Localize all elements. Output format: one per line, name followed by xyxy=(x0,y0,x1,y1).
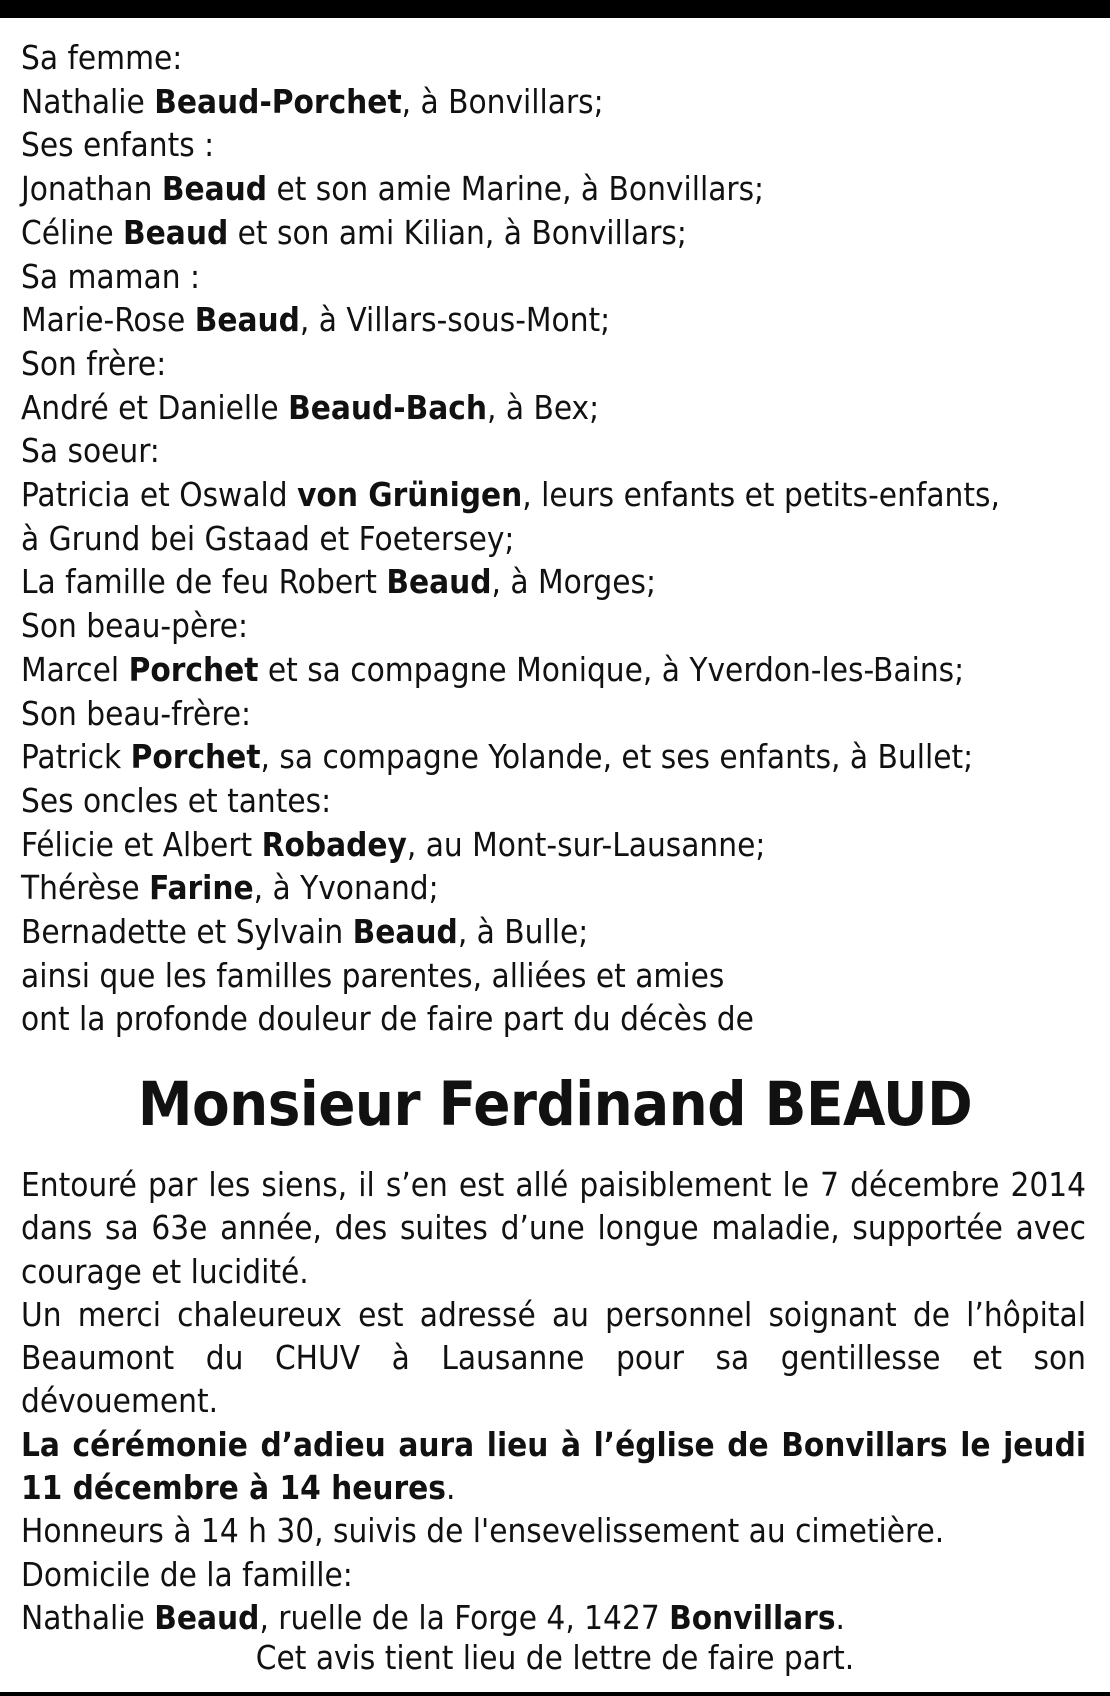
family-text: , sa compagne Yolande, et ses enfants, à Bullet; xyxy=(260,737,974,777)
notice-paragraph xyxy=(21,1293,1086,1423)
family-text: Ses oncles et tantes: xyxy=(21,780,332,820)
family-text: Nathalie xyxy=(21,81,155,121)
family-text: et son amie Marine, à Bonvillars; xyxy=(267,169,765,209)
notice-body xyxy=(21,1163,1086,1639)
family-text: , à Yvonand; xyxy=(253,868,439,908)
family-surname: Robadey xyxy=(261,824,407,864)
family-text: Patricia et Oswald xyxy=(21,475,298,515)
deceased-name-heading: Monsieur Ferdinand BEAUD xyxy=(137,1069,973,1140)
family-text: Bernadette et Sylvain xyxy=(21,912,353,952)
family-surname: Beaud xyxy=(161,169,268,209)
family-line xyxy=(21,910,1089,954)
family-line xyxy=(21,560,1089,604)
family-surname: Porchet xyxy=(128,649,259,689)
family-text: La famille de feu Robert xyxy=(21,562,387,602)
family-text: à Grund bei Gstaad et Foetersey; xyxy=(21,518,515,558)
family-text: Marcel xyxy=(21,649,129,689)
paragraph-text: Un merci chaleureux est adressé au personnel soignant de l’hôpital Beaumont du CHUV à Lausanne pour sa gentillesse et son dévouement. xyxy=(21,1294,1086,1421)
family-surname: Beaud xyxy=(386,562,492,602)
family-line xyxy=(21,342,1089,386)
paragraph-text: Entouré par les siens, il s’en est allé paisiblement le 7 décembre 2014 dans sa 63e année, des suites d’une longue maladie, supportée avec courage et lucidité. xyxy=(21,1165,1086,1291)
family-line xyxy=(21,692,1089,736)
paragraph-text: . xyxy=(445,1468,456,1508)
paragraph-text: Nathalie xyxy=(21,1597,155,1637)
family-text: Ses enfants : xyxy=(21,125,215,165)
family-text: Félicie et Albert xyxy=(21,824,262,864)
family-surname: Beaud xyxy=(352,912,458,952)
family-line xyxy=(21,123,1089,167)
family-text: , à Bulle; xyxy=(457,912,589,952)
family-text: et sa compagne Monique, à Yverdon-les-Bains; xyxy=(258,649,965,689)
top-border-rule xyxy=(0,0,1110,18)
family-line xyxy=(21,429,1089,473)
family-line xyxy=(21,255,1089,299)
family-text: Son beau-père: xyxy=(21,606,248,646)
paragraph-text: Domicile de la famille: xyxy=(21,1554,353,1594)
notice-paragraph xyxy=(21,1163,1086,1293)
notice-paragraph xyxy=(21,1423,1086,1510)
family-text: Patrick xyxy=(21,737,131,777)
notice-paragraph xyxy=(21,1596,1086,1639)
family-text: et son ami Kilian, à Bonvillars; xyxy=(228,212,687,252)
family-line xyxy=(21,386,1089,430)
family-surname: Beaud xyxy=(123,212,229,252)
emphasis-text: La cérémonie d’adieu aura lieu à l’église de Bonvillars le jeudi 11 décembre à 14 heures xyxy=(21,1424,1086,1508)
family-line xyxy=(21,604,1089,648)
family-surname: Farine xyxy=(149,868,254,908)
notice-paragraph xyxy=(21,1553,1086,1596)
emphasis-text: Bonvillars xyxy=(669,1597,836,1637)
family-line xyxy=(21,735,1089,779)
family-line xyxy=(21,779,1089,823)
paragraph-text: Honneurs à 14 h 30, suivis de l'ensevelissement au cimetière. xyxy=(21,1511,945,1551)
paragraph-text: , ruelle de la Forge 4, 1427 xyxy=(259,1597,670,1637)
family-surname: von Grünigen xyxy=(297,475,523,515)
family-text: Sa maman : xyxy=(21,256,200,296)
family-surname: Porchet xyxy=(130,737,261,777)
family-text: Sa soeur: xyxy=(21,431,160,471)
family-text: Son beau-frère: xyxy=(21,693,252,733)
family-text: , leurs enfants et petits-enfants, xyxy=(522,475,1000,515)
emphasis-text: Beaud xyxy=(154,1597,260,1637)
family-text: Céline xyxy=(21,212,124,252)
family-text: Jonathan xyxy=(21,169,162,209)
family-line xyxy=(21,80,1089,124)
family-line xyxy=(21,648,1089,692)
family-surname: Beaud xyxy=(194,300,300,340)
family-line xyxy=(21,473,1089,517)
family-line xyxy=(21,866,1089,910)
notice-paragraph xyxy=(21,1509,1086,1552)
closing-line: Cet avis tient lieu de lettre de faire part. xyxy=(255,1638,855,1677)
paragraph-text: . xyxy=(835,1597,845,1637)
family-text: Thérèse xyxy=(21,868,150,908)
family-text: ainsi que les familles parentes, alliées et amies xyxy=(21,955,725,995)
family-text: Son frère: xyxy=(21,343,167,383)
family-text: , à Morges; xyxy=(491,562,657,602)
family-line xyxy=(21,997,1089,1041)
family-surname: Beaud-Bach xyxy=(288,387,487,427)
family-surname: Beaud-Porchet xyxy=(154,81,402,121)
family-text: , au Mont-sur-Lausanne; xyxy=(406,824,766,864)
family-line xyxy=(21,823,1089,867)
family-text: André et Danielle xyxy=(21,387,289,427)
family-text: , à Villars-sous-Mont; xyxy=(299,300,611,340)
family-list xyxy=(21,36,1089,1041)
family-text: Sa femme: xyxy=(21,38,183,77)
family-line xyxy=(21,211,1089,255)
family-line xyxy=(21,517,1089,561)
family-text: Marie-Rose xyxy=(21,300,195,340)
family-line xyxy=(21,36,1089,80)
family-line xyxy=(21,167,1089,211)
bottom-border-rule xyxy=(0,1692,1110,1696)
family-text: , à Bex; xyxy=(486,387,600,427)
family-line xyxy=(21,298,1089,342)
family-text: ont la profonde douleur de faire part du décès de xyxy=(21,999,754,1039)
family-line xyxy=(21,954,1089,998)
family-text: , à Bonvillars; xyxy=(401,81,604,121)
